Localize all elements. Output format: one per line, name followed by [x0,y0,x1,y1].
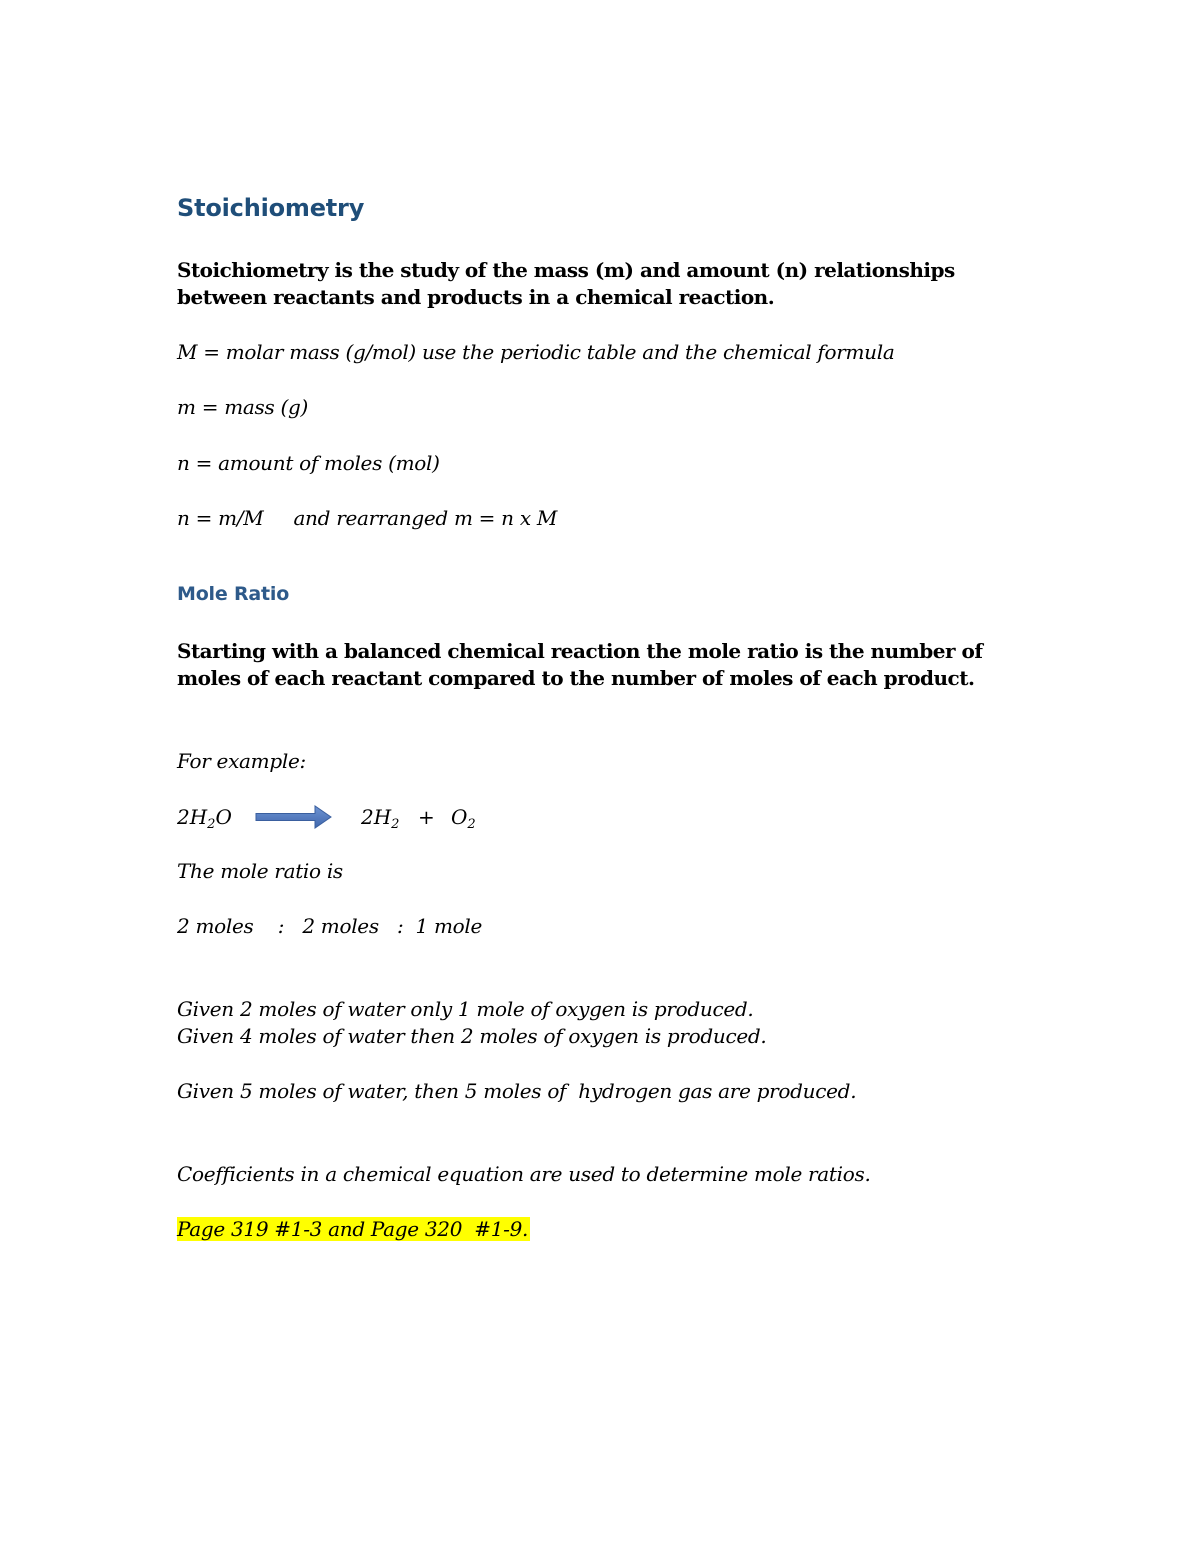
ratio-values: 2 moles : 2 moles : 1 mole [177,914,483,938]
product-oxygen-symbol: O [451,805,468,829]
product-hydrogen-subscript: 2 [391,817,400,832]
conclusion-line: Coefficients in a chemical equation are used to determine mole ratios. [177,1162,871,1186]
section-heading-mole-ratio: Mole Ratio [177,583,290,605]
page-title: Stoichiometry [177,194,365,222]
formula-line [177,505,557,531]
example-label: For example: [177,749,306,773]
right-arrow-icon [255,803,333,831]
equation-product-hydrogen [361,804,399,838]
definition-mass: m = mass (g) [177,395,309,419]
reactant-subscript: 2 [207,817,216,832]
formula-basic: n = m/M [177,506,264,530]
definition-moles: n = amount of moles (mol) [177,451,440,475]
equation-reactant [177,804,232,838]
mole-ratio-line-2: moles of each reactant compared to the number of moles of each product. [177,666,975,690]
equation-plus: + [418,805,435,829]
given-line-3: Given 5 moles of water, then 5 moles of hydrogen gas are produced. [177,1079,857,1103]
product-hydrogen-symbol: 2H [361,805,392,829]
given-line-1: Given 2 moles of water only 1 mole of oxygen is produced. [177,997,754,1021]
definition-molar-mass: M = molar mass (g/mol) use the periodic table and the chemical formula [177,340,895,364]
formula-rearranged: and rearranged m = n x M [293,506,558,530]
assignment-line [177,1216,530,1242]
intro-line-1: Stoichiometry is the study of the mass (m) and amount (n) relationships [177,258,955,282]
product-oxygen-subscript: 2 [467,817,476,832]
given-line-2: Given 4 moles of water then 2 moles of oxygen is produced. [177,1024,767,1048]
reactant-oxygen: O [215,805,232,829]
mole-ratio-line-1: Starting with a balanced chemical reaction the mole ratio is the number of [177,639,983,663]
ratio-intro: The mole ratio is [177,859,343,883]
assignment-highlight: Page 319 #1-3 and Page 320 #1-9. [177,1217,529,1241]
equation-product-oxygen [451,804,476,838]
reactant-symbol: 2H [177,805,208,829]
intro-line-2: between reactants and products in a chemical reaction. [177,285,775,309]
